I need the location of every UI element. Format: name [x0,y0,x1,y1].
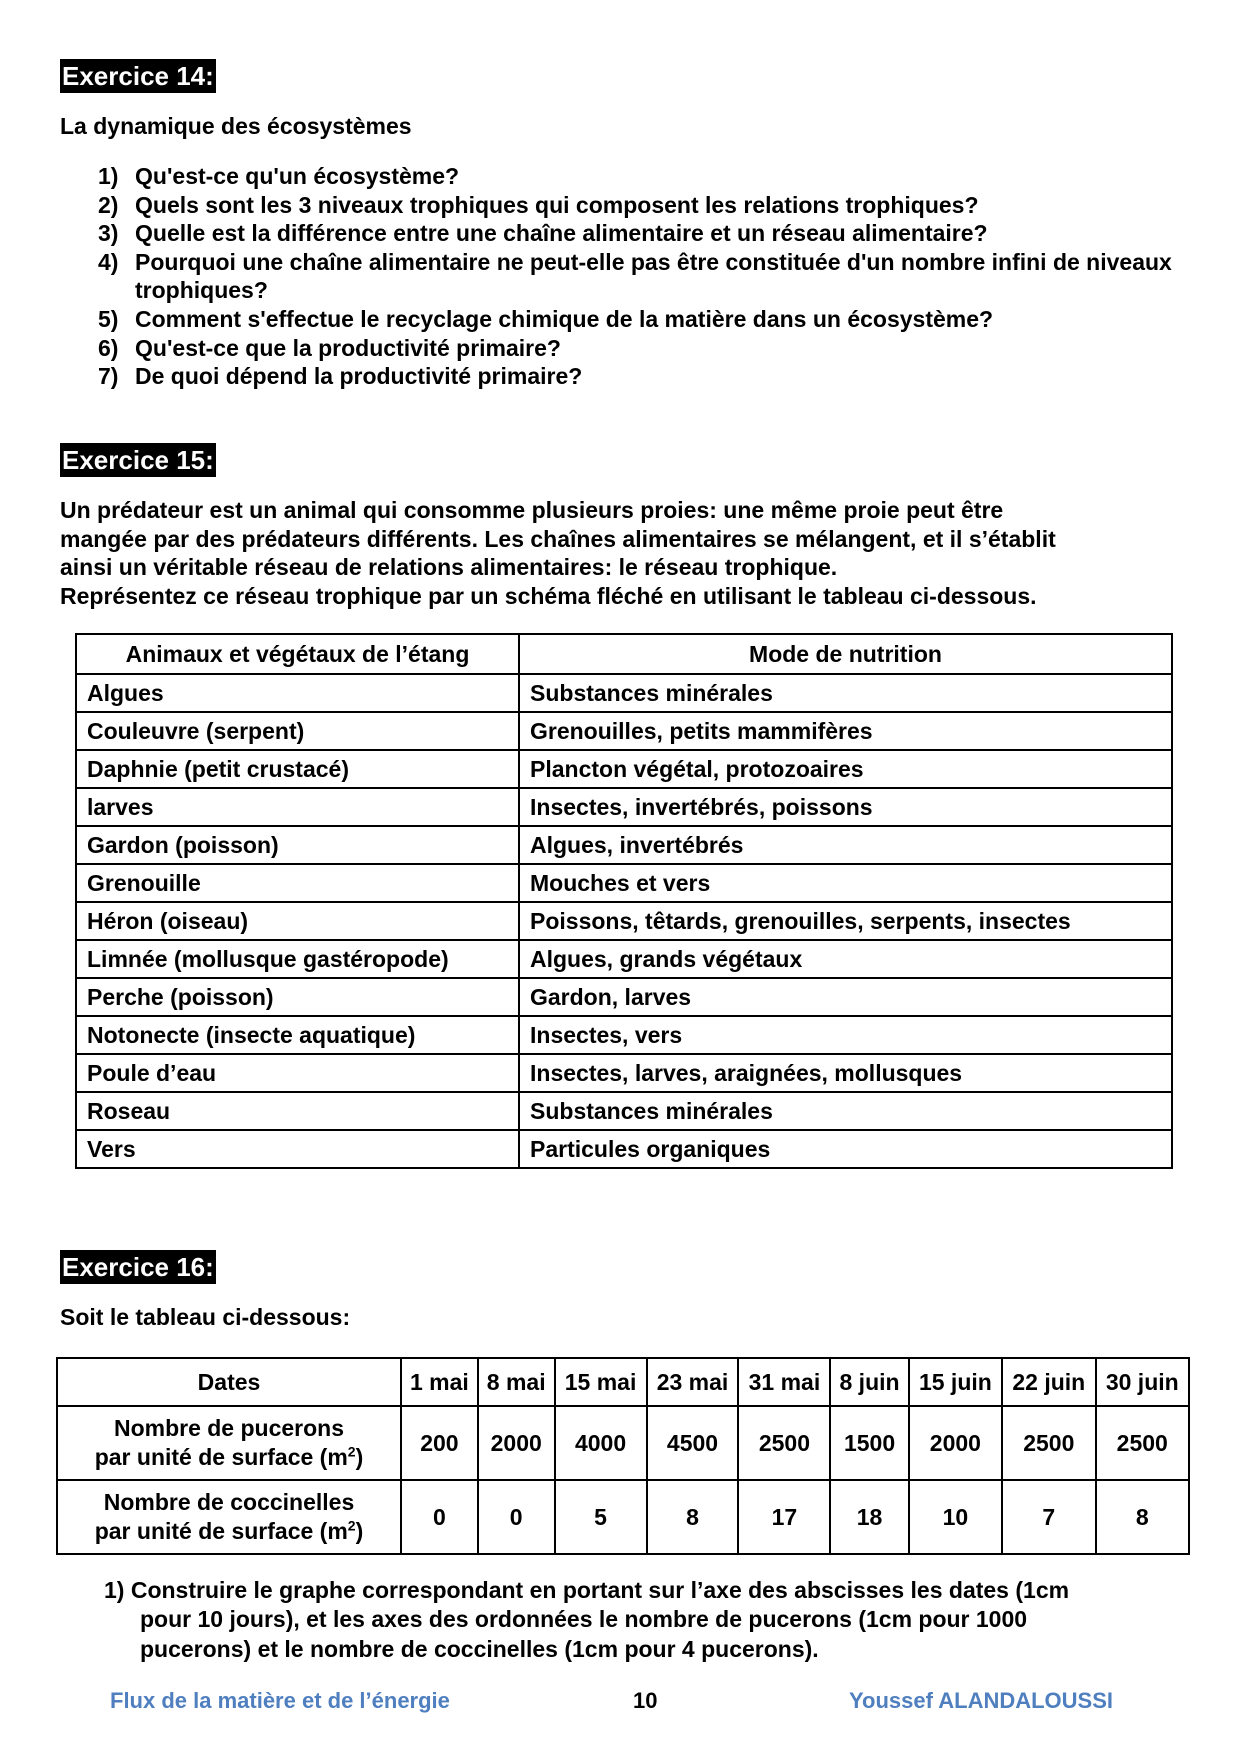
footer-author: Youssef ALANDALOUSSI [849,1688,1114,1713]
table-row [76,978,1172,1016]
organism-cell: Héron (oiseau) [76,902,519,940]
unit-close-paren: ) [355,1444,364,1470]
table-row [76,902,1172,940]
exercise-14-title: Exercice 14: [62,61,214,91]
organism-cell: Perche (poisson) [76,978,519,1016]
question-text: Qu'est-ce qu'un écosystème? [135,163,460,189]
row-label-unit: par unité de surface (m [94,1518,348,1544]
value-cell: 17 [738,1480,830,1554]
table-row [76,674,1172,712]
nutrition-cell: Plancton végétal, protozoaires [519,750,1172,788]
table-row [76,864,1172,902]
table-row [76,712,1172,750]
row-label-cell [57,1480,401,1554]
question-line: pucerons) et le nombre de coccinelles (1cm pour 4 pucerons). [140,1635,819,1662]
date-header-cell: 1 mai [401,1358,478,1406]
nutrition-cell: Insectes, larves, araignées, mollusques [519,1054,1172,1092]
value-cell: 4000 [555,1406,647,1480]
nutrition-cell: Mouches et vers [519,864,1172,902]
value-cell: 2500 [1002,1406,1095,1480]
question-item [98,305,1178,334]
value-cell: 7 [1002,1480,1095,1554]
organism-cell: Couleuvre (serpent) [76,712,519,750]
date-header-cell: 15 juin [909,1358,1002,1406]
table-row [76,1016,1172,1054]
question-number: 4) [98,248,119,275]
question-item [98,334,1178,363]
value-cell: 2000 [909,1406,1002,1480]
question-number: 2) [98,191,119,218]
exercise-14-questions [98,162,1178,391]
aphid-ladybug-table [56,1357,1190,1555]
intro-line: ainsi un véritable réseau de relations alimentaires: le réseau trophique. [60,554,838,581]
table-row [76,788,1172,826]
table-row [57,1406,1189,1480]
footer-course-title: Flux de la matière et de l’énergie [110,1688,450,1713]
nutrition-cell: Insectes, vers [519,1016,1172,1054]
organism-cell: Roseau [76,1092,519,1130]
question-text: Quelle est la différence entre une chaîne alimentaire et un réseau alimentaire? [135,220,988,247]
row-label-cell [57,1406,401,1480]
footer-page-number: 10 [633,1688,658,1713]
unit-exponent: 2 [347,1443,356,1460]
organism-cell: Poule d’eau [76,1054,519,1092]
table-row [76,1130,1172,1168]
question-text: Construire le graphe correspondant en portant sur l’axe des abscisses les dates (1cm [130,1577,1070,1603]
row-label-line1: Nombre de pucerons [113,1415,345,1441]
row-label-line2 [60,1443,398,1472]
value-cell: 200 [401,1406,478,1480]
question-number: 1) [104,1577,125,1603]
value-cell: 8 [647,1480,739,1554]
organism-cell: Algues [76,674,519,712]
question-number: 7) [98,363,119,390]
value-cell: 2500 [1096,1406,1189,1480]
question-line [104,1576,1184,1605]
value-cell: 0 [478,1480,555,1554]
date-header-cell: 15 mai [555,1358,647,1406]
question-item [98,219,1178,248]
table-row [76,826,1172,864]
question-item [98,248,1178,305]
dates-header: Dates [57,1358,401,1406]
date-header-cell: 8 juin [830,1358,908,1406]
value-cell: 0 [401,1480,478,1554]
value-cell: 1500 [830,1406,908,1480]
question-text: De quoi dépend la productivité primaire? [135,363,583,390]
organism-cell: larves [76,788,519,826]
question-item [98,362,1178,391]
question-text: Quels sont les 3 niveaux trophiques qui composent les relations trophiques? [135,191,979,218]
exercise-16-intro: Soit le tableau ci-dessous: [60,1304,351,1330]
value-cell: 18 [830,1480,908,1554]
date-header-cell: 22 juin [1002,1358,1095,1406]
intro-line: mangée par des prédateurs différents. Les chaînes alimentaires se mélangent, et il s’établit [60,525,1056,552]
nutrition-cell: Substances minérales [519,1092,1172,1130]
question-number: 5) [98,305,119,332]
nutrition-cell: Algues, grands végétaux [519,940,1172,978]
organism-cell: Gardon (poisson) [76,826,519,864]
organism-cell: Vers [76,1130,519,1168]
value-cell: 5 [555,1480,647,1554]
organism-cell: Grenouille [76,864,519,902]
date-header-cell: 31 mai [738,1358,830,1406]
date-header-cell: 30 juin [1096,1358,1189,1406]
question-text: Comment s'effectue le recyclage chimique de la matière dans un écosystème? [135,305,994,332]
value-cell: 4500 [647,1406,739,1480]
exercise-16-question [104,1576,1184,1664]
question-number: 3) [98,220,119,247]
organism-cell: Limnée (mollusque gastéropode) [76,940,519,978]
nutrition-cell: Poissons, têtards, grenouilles, serpents, insectes [519,902,1172,940]
nutrition-cell: Gardon, larves [519,978,1172,1016]
row-label-unit: par unité de surface (m [94,1444,348,1470]
exercise-15-title: Exercice 15: [62,445,214,475]
organism-cell: Daphnie (petit crustacé) [76,750,519,788]
question-line: pour 10 jours), et les axes des ordonnées le nombre de pucerons (1cm pour 1000 [140,1606,1028,1633]
unit-exponent: 2 [347,1517,356,1534]
unit-close-paren: ) [355,1518,364,1544]
organism-cell: Notonecte (insecte aquatique) [76,1016,519,1054]
intro-line: Un prédateur est un animal qui consomme plusieurs proies: une même proie peut être [60,497,1004,523]
row-label-line2 [60,1517,398,1546]
value-cell: 2500 [738,1406,830,1480]
nutrition-cell: Particules organiques [519,1130,1172,1168]
question-number: 6) [98,334,119,361]
nutrition-cell: Grenouilles, petits mammifères [519,712,1172,750]
food-web-table [75,633,1173,1169]
question-item [98,191,1178,220]
question-number: 1) [98,163,119,189]
column-header-organisms: Animaux et végétaux de l’étang [76,634,519,674]
exercise-15-intro [60,496,1056,611]
nutrition-cell: Algues, invertébrés [519,826,1172,864]
intro-line: Représentez ce réseau trophique par un schéma fléché en utilisant le tableau ci-dessous. [60,583,1037,610]
table-row [76,1092,1172,1130]
date-header-cell: 23 mai [647,1358,739,1406]
date-header-cell: 8 mai [478,1358,555,1406]
column-header-nutrition: Mode de nutrition [519,634,1172,674]
row-label-line1: Nombre de coccinelles [103,1489,355,1515]
value-cell: 8 [1096,1480,1189,1554]
value-cell: 2000 [478,1406,555,1480]
exercise-16-title: Exercice 16: [62,1252,214,1282]
table-row [76,750,1172,788]
table-row [76,1054,1172,1092]
table-row [57,1480,1189,1554]
exercise-14-subtitle: La dynamique des écosystèmes [60,113,412,139]
question-item [98,162,1178,191]
table-row [76,940,1172,978]
value-cell: 10 [909,1480,1002,1554]
nutrition-cell: Substances minérales [519,674,1172,712]
nutrition-cell: Insectes, invertébrés, poissons [519,788,1172,826]
question-text: Qu'est-ce que la productivité primaire? [135,334,561,361]
question-text: Pourquoi une chaîne alimentaire ne peut-elle pas être constituée d'un nombre infini de niveaux trophiques? [135,248,1172,304]
